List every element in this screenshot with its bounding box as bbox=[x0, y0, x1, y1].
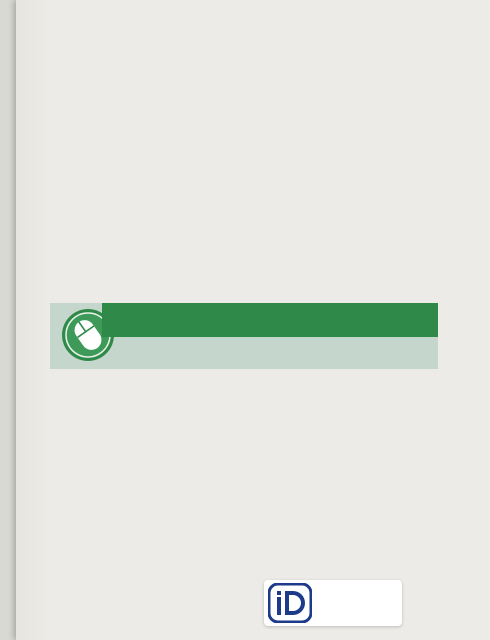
algorithm-box[interactable] bbox=[50, 303, 438, 369]
idstore-logo-icon bbox=[268, 583, 312, 623]
store-watermark bbox=[264, 580, 402, 626]
book-page bbox=[16, 0, 490, 640]
algorithm-header bbox=[102, 303, 438, 337]
page-gutter bbox=[16, 0, 50, 640]
